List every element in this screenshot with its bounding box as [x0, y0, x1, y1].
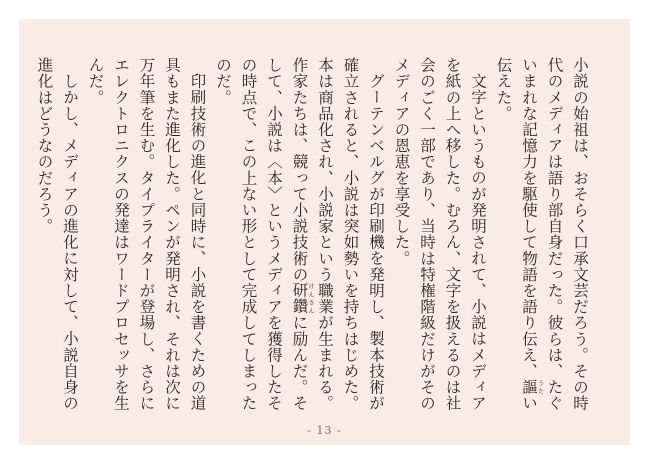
- paragraph-4: 印刷技術の進化と同時に、小説を書くための道具もまた進化した。ペンが発明され、それは次に万年筆を生む。タイプライターが登場し、さらにエレクトロニクスの発達はワードプロセッサを生んだ。: [86, 57, 207, 412]
- paragraph-3: グーテンベルグが印刷機を発明し、製本技術が確立されると、小説は突如勢いを持ちはじめた。本は商品化され、小説家という職業が生まれる。作家たちは、競って小説技術の研鑽けんさんに励んだ。そして、小説は〈本〉というメディアを獲得したその時点で、この上ない形として完成してしまったのだ。: [214, 57, 385, 412]
- ruby-kenzan: 研鑽けんさん: [290, 282, 314, 315]
- page-number: - 13 -: [307, 424, 342, 437]
- paragraph-5: しかし、メディアの進化に対して、小説自身の進化はどうなのだろう。: [35, 57, 79, 411]
- ruby-utai: 謳うた: [520, 379, 544, 396]
- paragraph-2: 文字というものが発明されて、小説はメディアを紙の上へ移した。むろん、文字を扱えるのは社会のごく一部であり、当時は特権階級だけがそのメディアの恩恵を享受した。: [392, 57, 487, 412]
- vertical-text-body: [31, 57, 592, 412]
- book-page: [19, 19, 630, 445]
- paragraph-1: 小説の始祖は、おそらく口承文芸だろう。その時代のメディアは語り部自身だった。彼らは、たぐいまれな記憶力を駆使して物語を語り伝え、謳うたい伝えた。: [494, 57, 589, 412]
